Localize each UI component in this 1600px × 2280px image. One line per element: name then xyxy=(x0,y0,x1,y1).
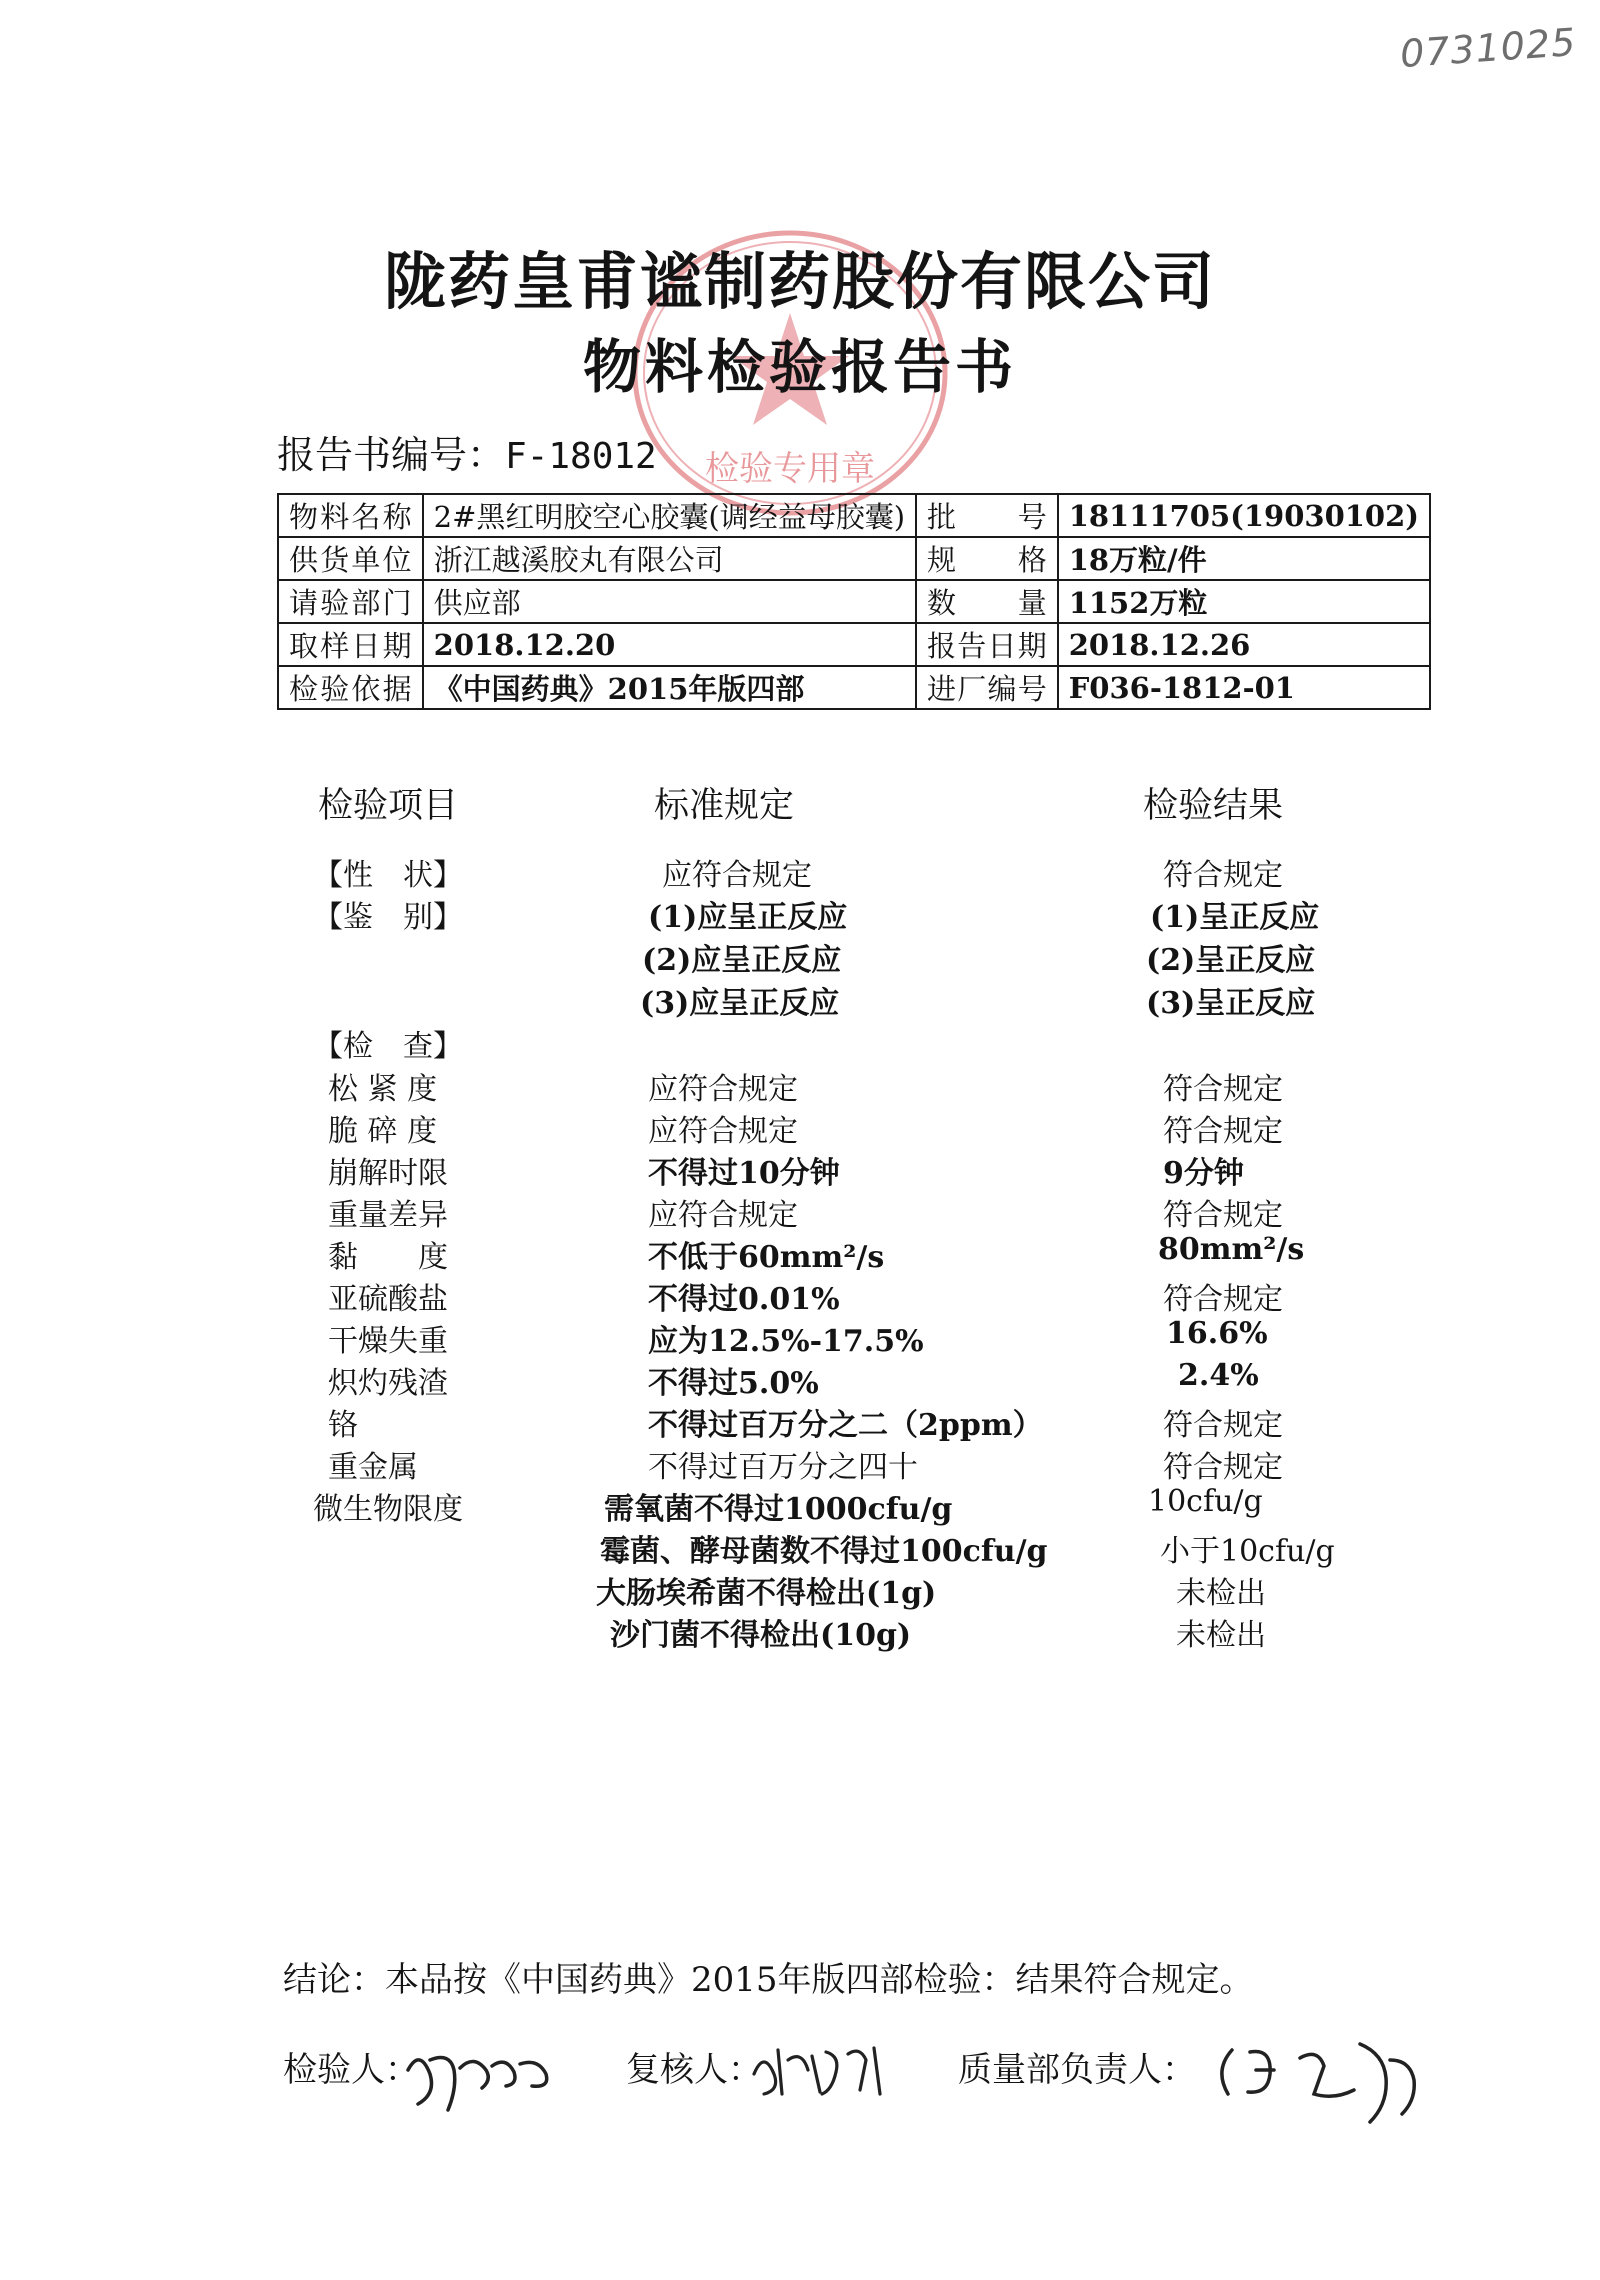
test-result: 符合规定 xyxy=(1163,1198,1283,1233)
info-label: 批号 xyxy=(916,494,1058,537)
test-result: 未检出 xyxy=(1176,1576,1266,1611)
test-result: 16.6% xyxy=(1166,1316,1268,1351)
test-item-name: 干燥失重 xyxy=(328,1324,448,1359)
test-standard: 不得过百万分之二（2ppm） xyxy=(648,1408,1043,1443)
test-result: 符合规定 xyxy=(1163,1408,1283,1443)
inspector-signature xyxy=(400,2030,570,2120)
info-label: 供货单位 xyxy=(278,537,423,580)
info-row xyxy=(278,666,1430,709)
test-item-name: 【鉴 别】 xyxy=(313,900,463,935)
info-table xyxy=(277,493,1431,710)
test-standard: 应符合规定 xyxy=(662,858,812,893)
info-row xyxy=(278,580,1430,623)
corner-code: 0731025 xyxy=(1398,19,1578,77)
test-standard: (2)应呈正反应 xyxy=(642,943,842,978)
info-value: 18111705(19030102) xyxy=(1058,494,1430,537)
report-number-label: 报告书编号： xyxy=(277,433,506,477)
test-item-name: 重量差异 xyxy=(328,1198,448,1233)
test-item-name: 微生物限度 xyxy=(313,1492,463,1527)
info-label: 规格 xyxy=(916,537,1058,580)
conclusion: 结论：本品按《中国药典》2015年版四部检验：结果符合规定。 xyxy=(283,1960,1254,2000)
test-standard: 霉菌、酵母菌数不得过100cfu/g xyxy=(600,1534,1048,1569)
test-result: 符合规定 xyxy=(1163,1072,1283,1107)
info-value: 供应部 xyxy=(423,580,916,623)
test-result: 2.4% xyxy=(1178,1358,1259,1393)
test-result: 80mm²/s xyxy=(1158,1232,1305,1267)
test-result: (1)呈正反应 xyxy=(1150,900,1320,935)
info-row xyxy=(278,494,1430,537)
test-result: (2)呈正反应 xyxy=(1146,943,1316,978)
test-result: 9分钟 xyxy=(1163,1156,1244,1191)
test-result: 未检出 xyxy=(1176,1618,1266,1653)
test-item-name: 松 紧 度 xyxy=(328,1072,438,1107)
info-label: 进厂编号 xyxy=(916,666,1058,709)
info-label: 取样日期 xyxy=(278,623,423,666)
info-value: 浙江越溪胶丸有限公司 xyxy=(423,537,916,580)
info-value: 2018.12.26 xyxy=(1058,623,1430,666)
info-value: 2018.12.20 xyxy=(423,623,916,666)
reviewer-label: 复核人： xyxy=(626,2050,762,2090)
info-value: 18万粒/件 xyxy=(1058,537,1430,580)
test-result: (3)呈正反应 xyxy=(1146,986,1316,1021)
info-row xyxy=(278,537,1430,580)
inspector-label: 检验人： xyxy=(283,2050,419,2090)
test-item-name: 亚硫酸盐 xyxy=(328,1282,448,1317)
info-value: F036-1812-01 xyxy=(1058,666,1430,709)
test-standard: (1)应呈正反应 xyxy=(648,900,848,935)
test-standard: 不得过百万分之四十 xyxy=(648,1450,918,1485)
info-value: 2#黑红明胶空心胶囊(调经益母胶囊) xyxy=(423,494,916,537)
info-label: 报告日期 xyxy=(916,623,1058,666)
company-name: 陇药皇甫谧制药股份有限公司 xyxy=(383,245,1216,318)
reviewer-signature xyxy=(748,2030,908,2110)
qa-head-label: 质量部负责人： xyxy=(958,2050,1196,2090)
test-standard: 需氧菌不得过1000cfu/g xyxy=(604,1492,953,1527)
info-value: 《中国药典》2015年版四部 xyxy=(423,666,916,709)
header-result: 检验结果 xyxy=(1143,786,1284,826)
test-item-name: 脆 碎 度 xyxy=(328,1114,438,1149)
test-standard: 应符合规定 xyxy=(648,1114,798,1149)
test-standard: 不得过5.0% xyxy=(648,1366,819,1401)
info-label: 物料名称 xyxy=(278,494,423,537)
report-number-value: F-18012 xyxy=(505,436,657,477)
info-row xyxy=(278,623,1430,666)
test-result: 符合规定 xyxy=(1163,1114,1283,1149)
stamp-text: 检验专用章 xyxy=(705,449,875,489)
test-standard: 大肠埃希菌不得检出(1g) xyxy=(596,1576,937,1611)
test-item-name: 【性 状】 xyxy=(313,858,463,893)
test-standard: 应符合规定 xyxy=(648,1198,798,1233)
test-item-name: 炽灼残渣 xyxy=(328,1366,448,1401)
test-standard: 不得过0.01% xyxy=(648,1282,840,1317)
test-standard: 沙门菌不得检出(10g) xyxy=(610,1618,912,1653)
test-result: 符合规定 xyxy=(1163,1450,1283,1485)
document-title: 物料检验报告书 xyxy=(582,333,1017,401)
header-item: 检验项目 xyxy=(318,786,459,826)
info-label: 请验部门 xyxy=(278,580,423,623)
test-item-name: 重金属 xyxy=(328,1450,418,1485)
info-value: 1152万粒 xyxy=(1058,580,1430,623)
test-item-name: 铬 xyxy=(328,1408,358,1443)
test-result: 小于10cfu/g xyxy=(1160,1534,1335,1569)
info-label: 检验依据 xyxy=(278,666,423,709)
test-item-name: 崩解时限 xyxy=(328,1156,448,1191)
info-label: 数量 xyxy=(916,580,1058,623)
test-item-name: 【检 查】 xyxy=(313,1029,463,1064)
test-result: 10cfu/g xyxy=(1148,1484,1263,1519)
test-item-name: 黏 度 xyxy=(328,1240,448,1275)
qa-head-signature xyxy=(1210,2030,1460,2130)
report-number xyxy=(277,424,657,479)
test-standard: 不得过10分钟 xyxy=(648,1156,840,1191)
header-standard: 标准规定 xyxy=(654,786,795,826)
test-result: 符合规定 xyxy=(1163,858,1283,893)
test-standard: 不低于60mm²/s xyxy=(648,1240,885,1275)
test-standard: 应符合规定 xyxy=(648,1072,798,1107)
test-result: 符合规定 xyxy=(1163,1282,1283,1317)
test-standard: 应为12.5%-17.5% xyxy=(648,1324,924,1359)
test-standard: (3)应呈正反应 xyxy=(640,986,840,1021)
